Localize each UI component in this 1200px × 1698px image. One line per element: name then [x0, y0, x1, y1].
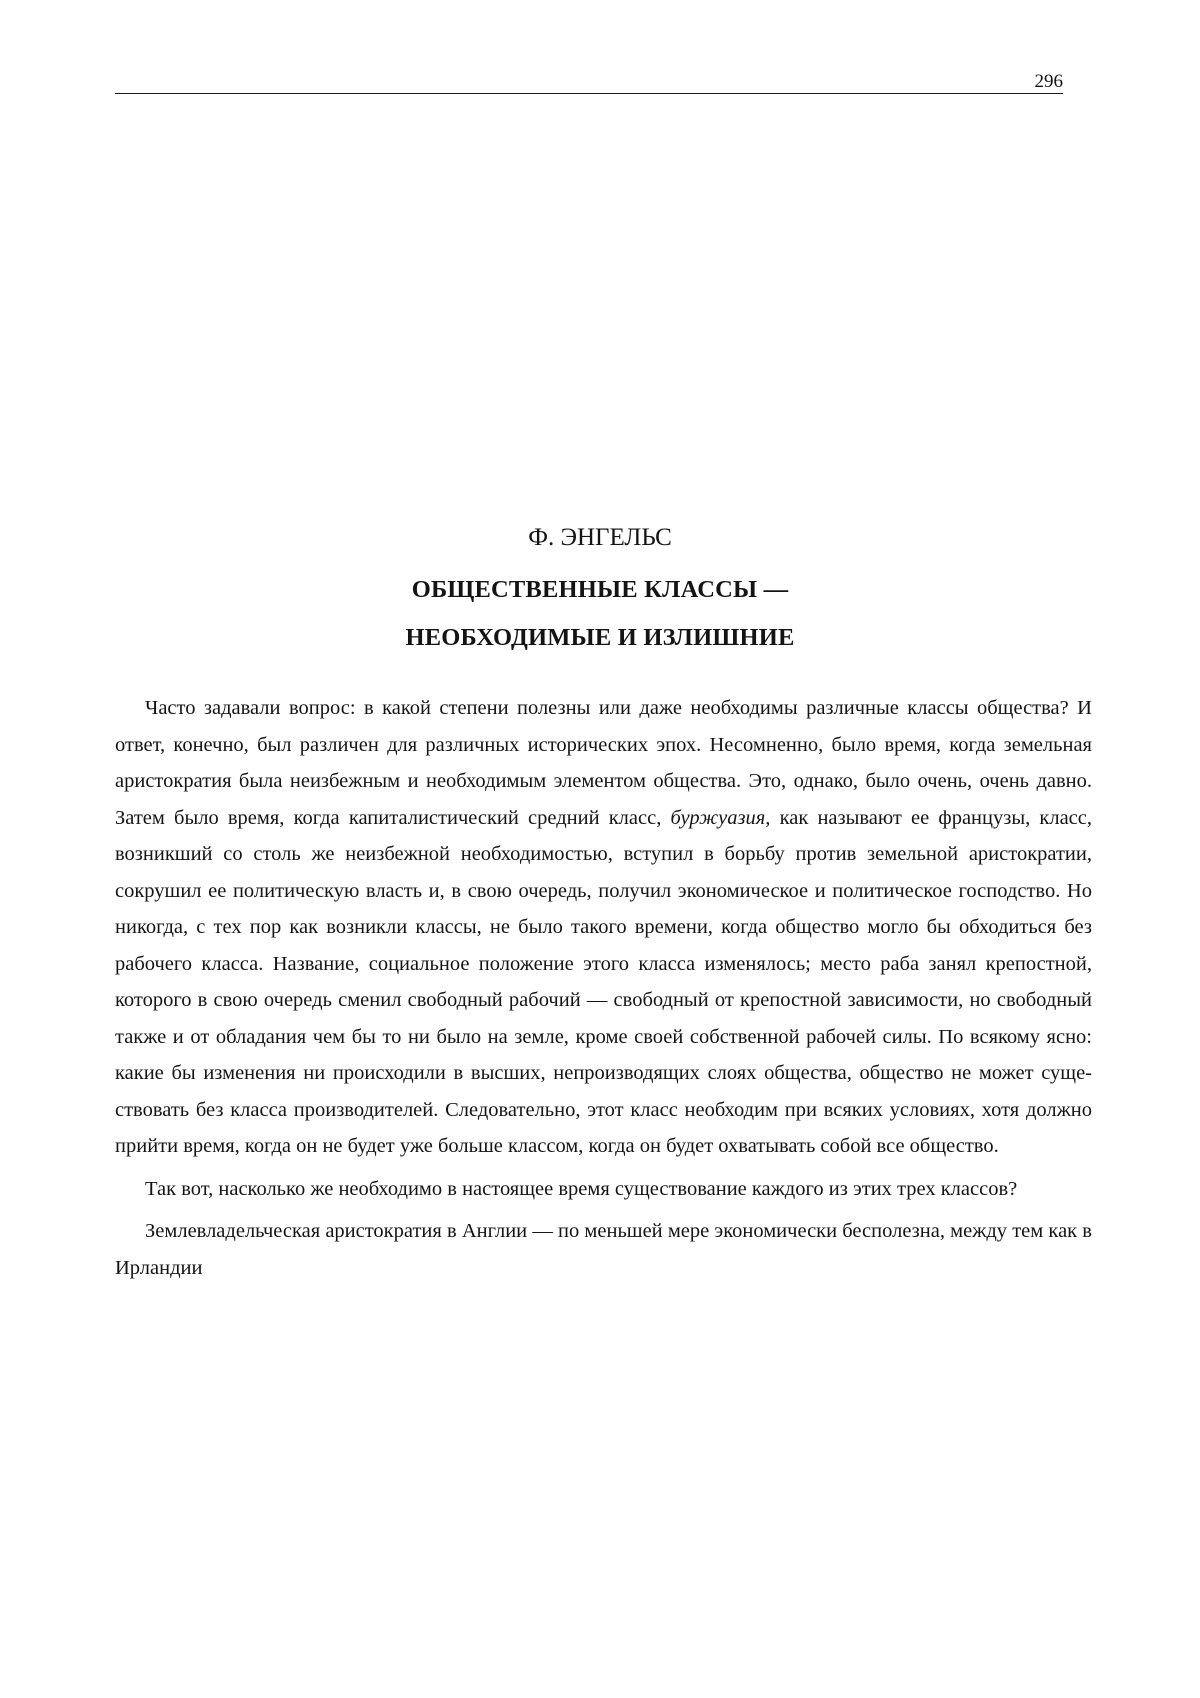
author-name: Ф. ЭНГЕЛЬС — [528, 524, 672, 551]
article-title-line-2: НЕОБХОДИМЫЕ И ИЗЛИШНИЕ — [405, 624, 795, 651]
paragraph — [115, 690, 1092, 1165]
article-body — [115, 690, 1092, 1292]
page-number: 296 — [1034, 71, 1063, 92]
header-rule — [115, 93, 1063, 94]
article-title-line-1: ОБЩЕСТВЕННЫЕ КЛАССЫ — — [411, 576, 789, 603]
paragraph: Так вот, насколько же необходимо в настоящее время существование каждого из этих трех классов? — [145, 1177, 1018, 1200]
paragraph: Землевладельческая аристократия в Англии — по меньшей мере экономически бесполезна, между тем как в Ирландии — [115, 1220, 1092, 1279]
paragraph-text: как называют ее французы, класс, возникший со столь же неизбежной необходимостью, вступил в борьбу против земельной аристократии, сокрушил ее политическую власть и, в свою очередь, получил экономическое и политическое господство. Но никогда, с тех пор как возникли классы, не было такого времени, когда общество могло бы обходиться без рабочего класса. Название, социальное положение этого класса изменялось; место раба занял крепостной, которого в свою очередь сменил свободный рабочий — свободный от крепостной зависимости, но свободный также и от обладания чем бы то ни было на земле, кроме своей собственной рабочей силы. По всякому ясно: какие бы изменения ни происходили в высших, непроизводящих слоях общества, общество не может существовать без класса производителей. Следовательно, этот класс необходим при всяких условиях, хотя должно прийти время, когда он не будет уже больше классом, когда он будет охватывать собой все общество. — [115, 806, 1092, 1157]
emphasis-term: буржуазия, — [670, 806, 771, 829]
paragraph-text: Часто задавали вопрос: в какой степени полезны или даже необходимы различные классы общества? И ответ, конечно, был различен для различных исторических эпох. Несомненно, было время, когда земельная аристократия была неизбежным и необходимым элементом общества. Это, однако, было очень, очень давно. Затем было время, когда капиталистический средний класс, — [115, 697, 1092, 829]
